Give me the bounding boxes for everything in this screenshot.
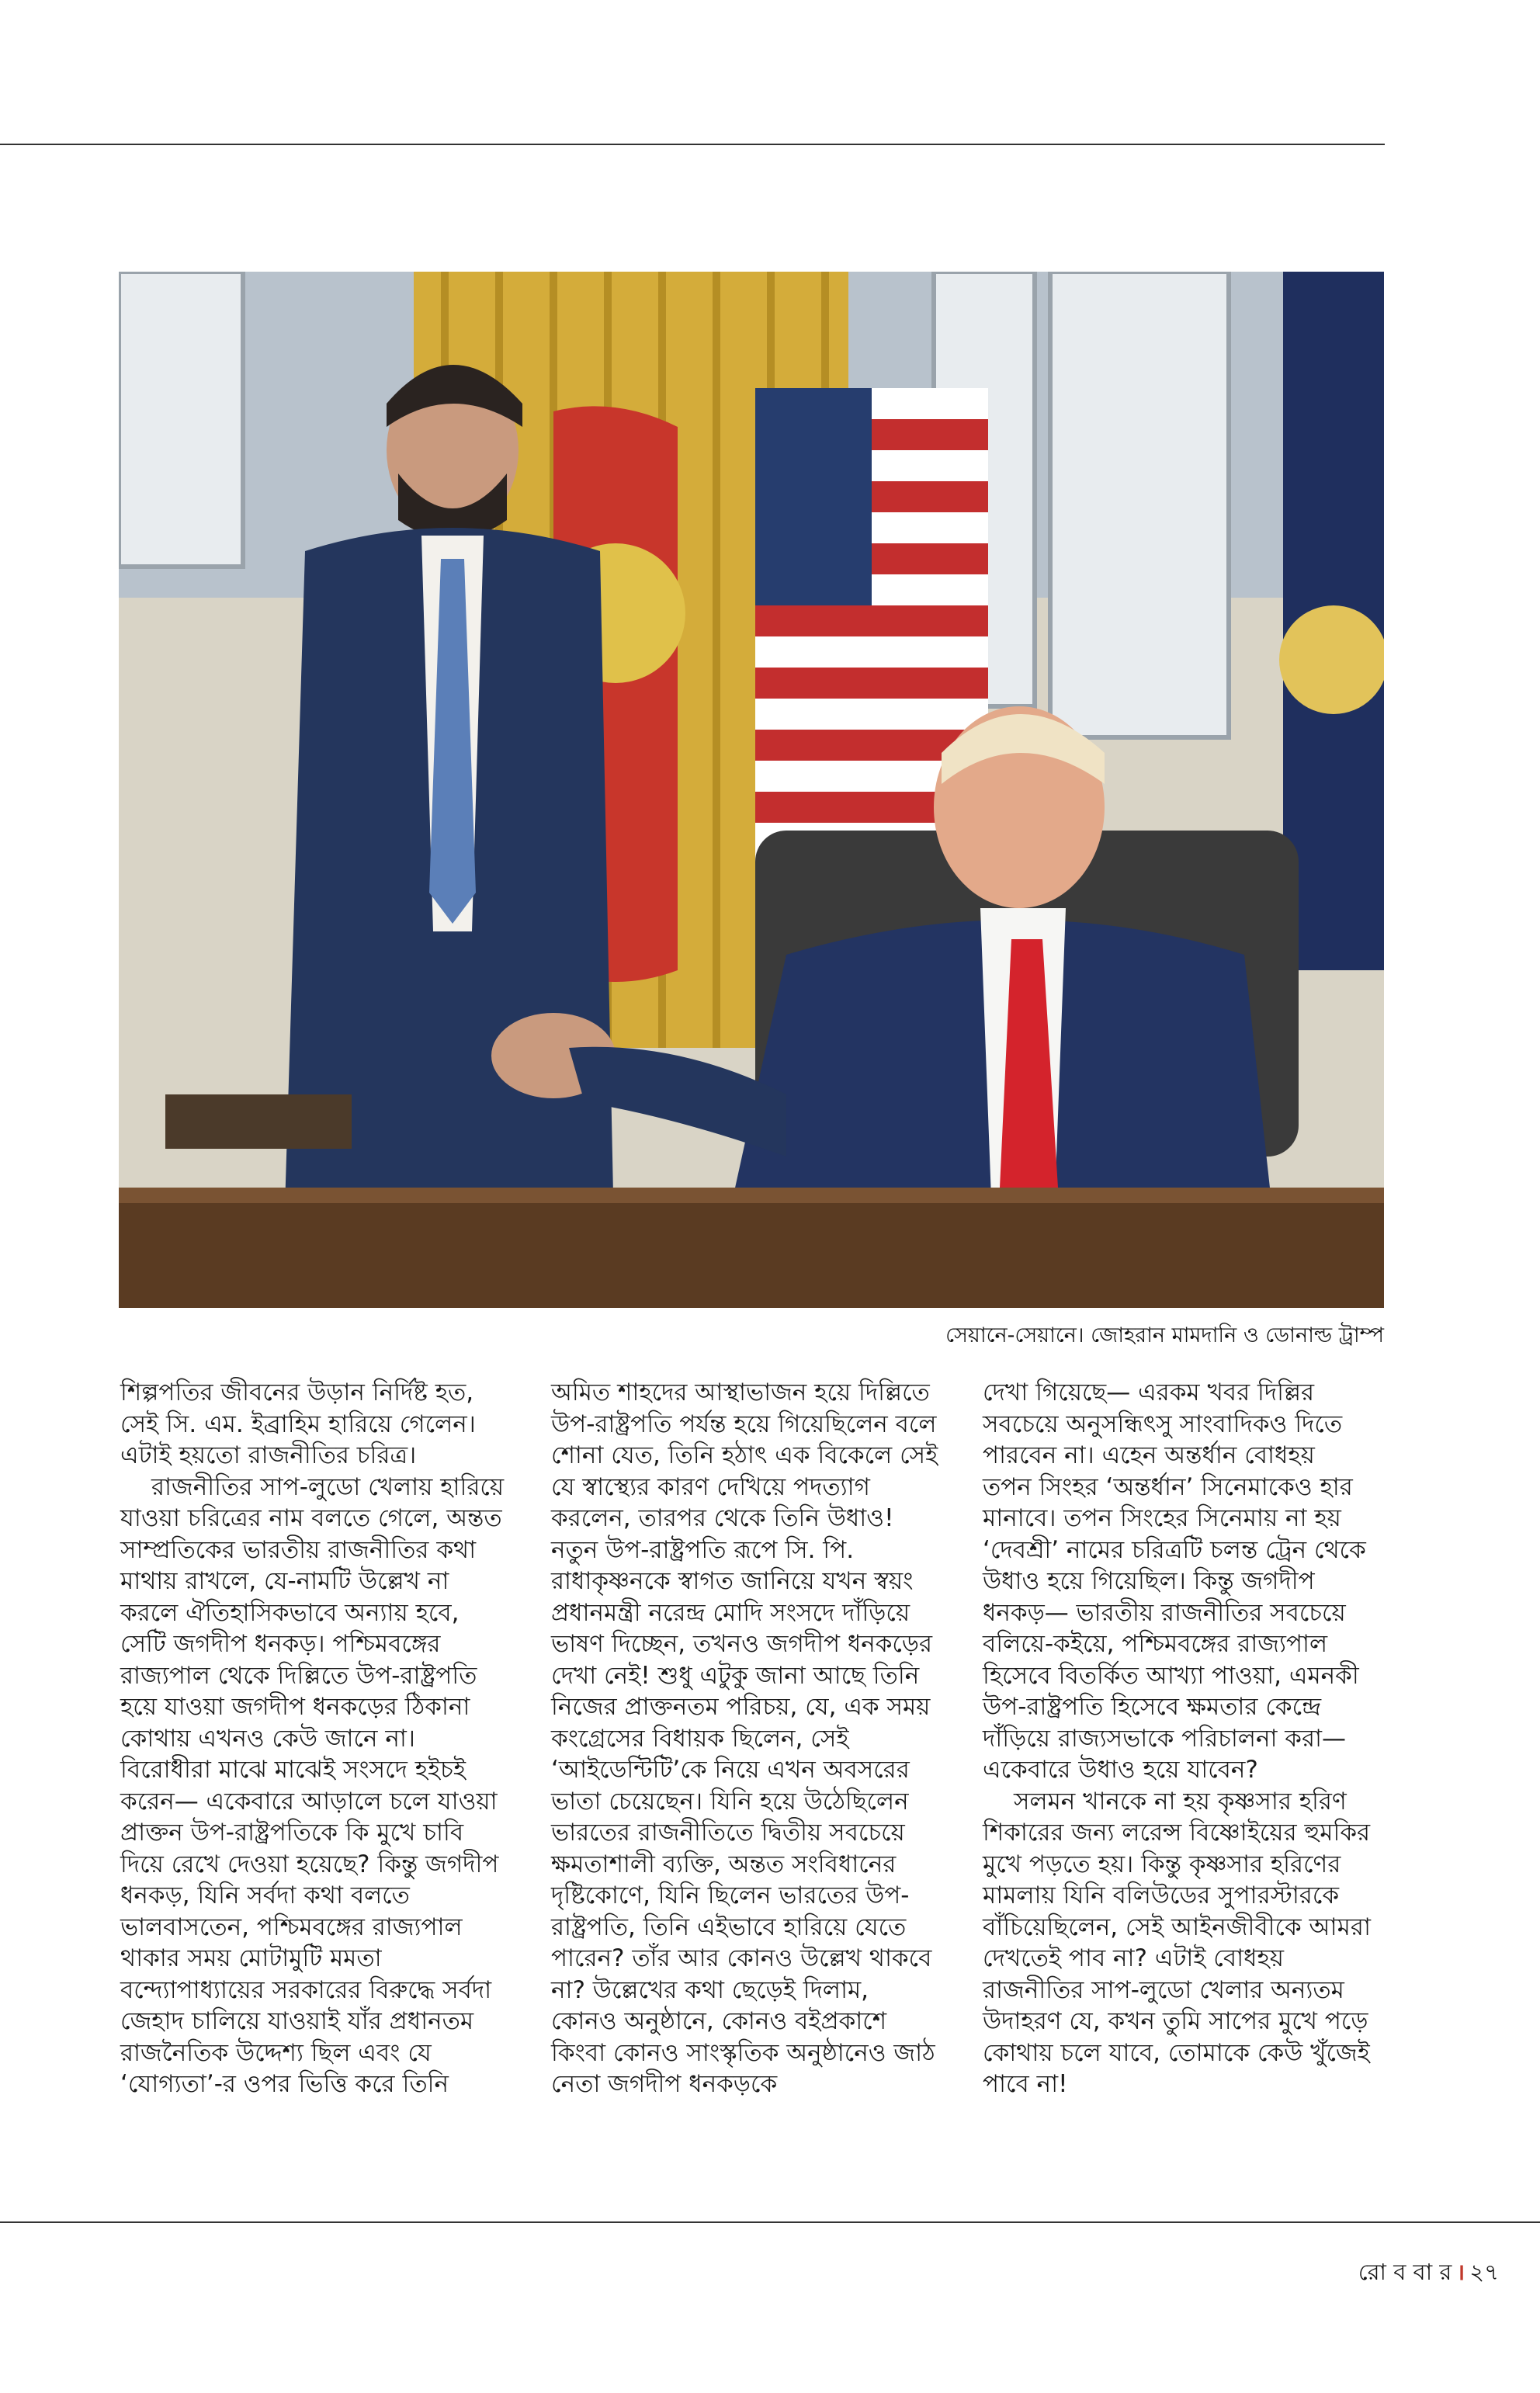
paragraph: শিল্পপতির জীবনের উড়ান নির্দিষ্ট হত, সেই সি. এম. ইব্রাহিম হারিয়ে গেলেন। এটাই হয়তো রাজনীতির চরিত্র। <box>120 1379 476 1469</box>
paragraph: রাজনীতির সাপ-লুডো খেলায় হারিয়ে যাওয়া চরিত্রের নাম বলতে গেলে, অন্তত সাম্প্রতিকের ভারতীয় রাজনীতির কথা মাথায় রাখলে, যে-নামটি উল্লেখ না করলে ঐতিহাসিকভাবে অন্যায় হবে, সেটি জগদীপ ধনকড়। পশ্চিমবঙ্গের রাজ্যপাল থেকে দিল্লিতে উপ-রাষ্ট্রপতি হয়ে যাওয়া জগদীপ ধনকড়ের ঠিকানা কোথায় এখনও কেউ জানে না। বিরোধীরা মাঝে মাঝেই সংসদে হইচই করেন— একেবারে আড়ালে চলে যাওয়া প্রাক্তন উপ-রাষ্ট্রপতিকে কি মুখে চাবি দিয়ে রেখে দেওয়া হয়েছে? কিন্তু জগদীপ ধনকড়, যিনি সর্বদা কথা বলতে ভালবাসতেন, পশ্চিমবঙ্গের রাজ্যপাল থাকার সময় মোটামুটি মমতা বন্দ্যোপাধ্যায়ের সরকারের বিরুদ্ধে সর্বদা জেহাদ চালিয়ে যাওয়াই যাঁর প্রধানতম রাজনৈতিক উদ্দেশ্য ছিল এবং যে ‘যোগ্যতা’-র ওপর ভিত্তি করে তিনি <box>120 1472 505 2098</box>
paragraph: দেখা গিয়েছে— এরকম খবর দিল্লির সবচেয়ে অনুসন্ধিৎসু সাংবাদিকও দিতে পারবেন না। এহেন অন্তর্ধান বোধহয় তপন সিংহর ‘অন্তর্ধান’ সিনেমাকেও হার মানাবে। তপন সিংহের সিনেমায় না হয় ‘দেবশ্রী’ নামের চরিত্রটি চলন্ত ট্রেন থেকে উধাও হয়ে গিয়েছিল। কিন্তু জগদীপ ধনকড়— ভারতীয় রাজনীতির সবচেয়ে বলিয়ে-কইয়ে, পশ্চিমবঙ্গের রাজ্যপাল হিসেবে বিতর্কিত আখ্যা পাওয়া, এমনকী উপ-রাষ্ট্রপতি হিসেবে ক্ষমতার কেন্দ্রে দাঁড়িয়ে রাজ্যসভাকে পরিচালনা করা— একেবারে উধাও হয়ে যাবেন? <box>983 1379 1366 1784</box>
paragraph: সলমন খানকে না হয় কৃষ্ণসার হরিণ শিকারের জন্য লরেন্স বিষ্ণোইয়ের হুমকির মুখে পড়তে হয়। কিন্তু কৃষ্ণসার হরিণের মামলায় যিনি বলিউডের সুপারস্টারকে বাঁচিয়েছিলেন, সেই আইনজীবীকে আমরা দেখতেই পাব না? এটাই বোধহয় রাজনীতির সাপ-লুডো খেলার অন্যতম উদাহরণ যে, কখন তুমি সাপের মুখে পড়ে কোথায় চলে যাবে, তোমাকে কেউ খুঁজেই পাবে না! <box>983 1787 1371 2098</box>
handshake-photo-illustration <box>119 272 1384 1308</box>
paragraph: অমিত শাহদের আস্থাভাজন হয়ে দিল্লিতে উপ-রাষ্ট্রপতি পর্যন্ত হয়ে গিয়েছিলেন বলে শোনা যেত, তিনি হঠাৎ এক বিকেলে সেই যে স্বাস্থ্যের কারণ দেখিয়ে পদত্যাগ করলেন, তারপর থেকে তিনি উধাও! নতুন উপ-রাষ্ট্রপতি রূপে সি. পি. রাধাকৃষ্ণনকে স্বাগত জানিয়ে যখন স্বয়ং প্রধানমন্ত্রী নরেন্দ্র মোদি সংসদে দাঁড়িয়ে ভাষণ দিচ্ছেন, তখনও জগদীপ ধনকড়ের দেখা নেই! শুধু এটুকু জানা আছে তিনি নিজের প্রাক্তনতম পরিচয়, যে, এক সময় কংগ্রেসের বিধায়ক ছিলেন, সেই ‘আইডেন্টিটি’কে নিয়ে এখন অবসরের ভাতা চেয়েছেন। যিনি হয়ে উঠেছিলেন ভারতের রাজনীতিতে দ্বিতীয় সবচেয়ে ক্ষমতাশালী ব্যক্তি, অন্তত সংবিধানের দৃষ্টিকোণে, যিনি ছিলেন ভারতের উপ-রাষ্ট্রপতি, তিনি এইভাবে হারিয়ে যেতে পারেন? তাঁর আর কোনও উল্লেখ থাকবে না? উল্লেখের কথা ছেড়েই দিলাম, কোনও অনুষ্ঠানে, কোনও বইপ্রকাশে কিংবা কোনও সাংস্কৃতিক অনুষ্ঠানেও জাঠ নেতা জগদীপ ধনকড়কে <box>551 1379 938 2098</box>
magazine-name: রো ব বা র <box>1358 2259 1452 2285</box>
page-number: ২৭ <box>1469 2259 1499 2285</box>
article-column-1 <box>120 1377 508 2100</box>
page-footer <box>1358 2255 1499 2293</box>
top-rule <box>0 144 1385 145</box>
footer-separator: । <box>1456 2259 1465 2285</box>
photo-caption: সেয়ানে-সেয়ানে। জোহরান মামদানি ও ডোনাল্ড ট্রাম্প <box>945 1323 1384 1347</box>
bottom-rule <box>0 2221 1540 2223</box>
article-column-3 <box>983 1377 1371 2100</box>
article-photo <box>119 272 1384 1308</box>
article-column-2 <box>551 1377 939 2100</box>
